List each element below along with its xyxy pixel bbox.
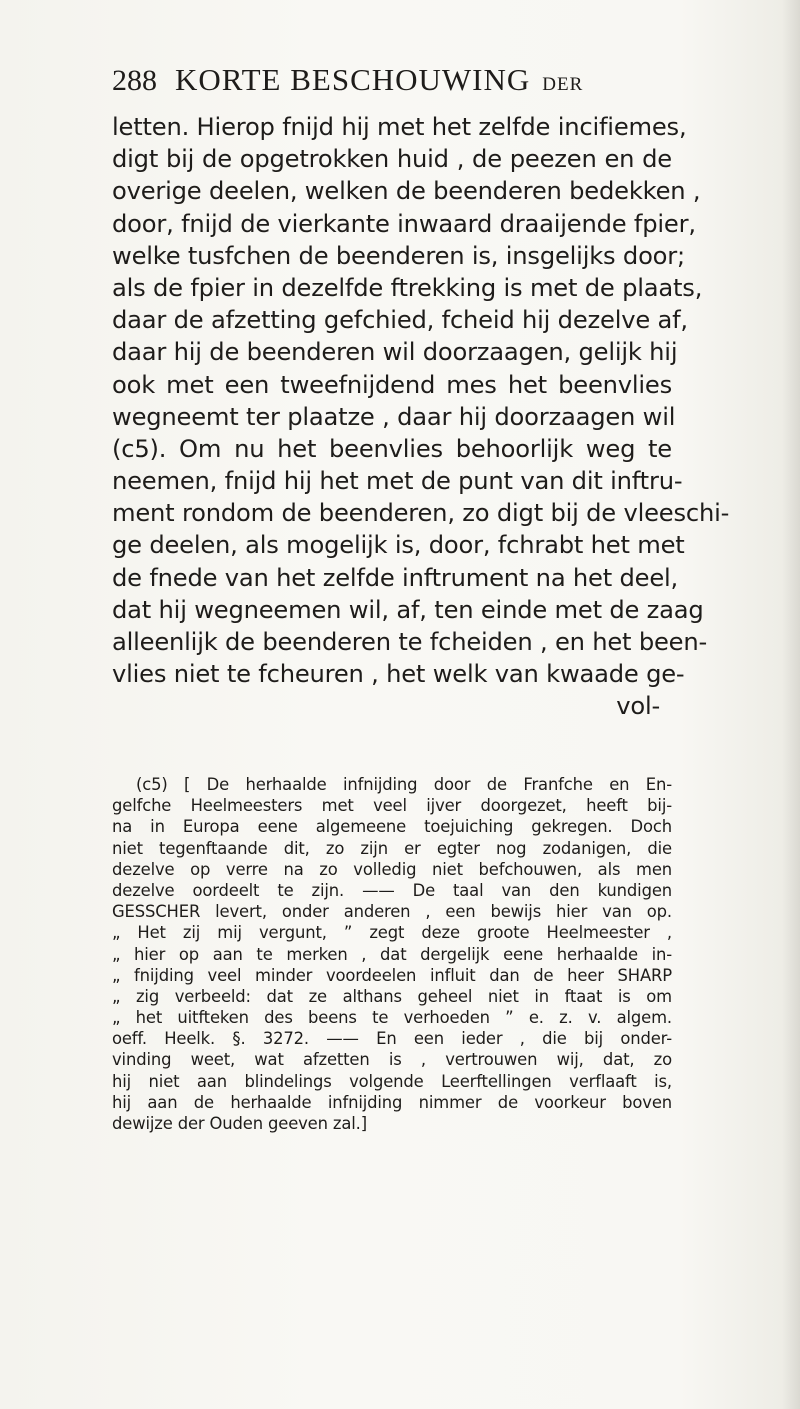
footnote: [112, 774, 672, 1134]
text-line: door, fnijd de vierkante inwaard draaijende fpier,: [112, 209, 696, 238]
footnote-line: hij niet aan blindelings volgende Leerftellingen verflaaft is,: [112, 1071, 672, 1091]
text-line: (c5). Om nu het beenvlies behoorlijk weg te: [112, 434, 672, 463]
text-line: digt bij de opgetrokken huid , de peezen en de: [112, 145, 672, 174]
footnote-line: „ hier op aan te merken , dat dergelijk eene herhaalde in-: [112, 944, 672, 964]
text-line: overige deelen, welken de beenderen bedekken ,: [112, 177, 701, 206]
text-line: welke tusfchen de beenderen is, insgelijks door;: [112, 241, 685, 270]
footnote-line: (c5) [ De herhaalde infnijding door de Franfche en En-: [136, 775, 672, 794]
text-line: als de fpier in dezelfde ftrekking is met de plaats,: [112, 273, 703, 302]
footnote-line: „ Het zij mij vergunt, ” zegt deze groote Heelmeester ,: [112, 923, 672, 943]
page-number: 288: [112, 64, 157, 97]
footnote-line: „ zig verbeeld: dat ze althans geheel niet in ftaat is om: [112, 986, 672, 1006]
footnote-line: hij aan de herhaalde infnijding nimmer de voorkeur boven: [112, 1092, 672, 1112]
text-line: daar hij de beenderen wil doorzaagen, gelijk hij: [112, 338, 678, 367]
text-line: vlies niet te fcheuren , het welk van kwaade ge-: [112, 660, 685, 689]
footnote-line: gelfche Heelmeesters met veel ijver doorgezet, heeft bij-: [112, 796, 672, 816]
text-line: neemen, fnijd hij het met de punt van dit inftru-: [112, 467, 683, 496]
page-edge-shadow: [782, 0, 800, 1409]
catchword: vol-: [616, 692, 660, 721]
text-line: ment rondom de beenderen, zo digt bij de vleeschi-: [112, 499, 730, 528]
footnote-line: niet tegenftaande dit, zo zijn er egter nog zodanigen, die: [112, 838, 672, 858]
footnote-line: „ fnijding veel minder voordeelen influit dan de heer SHARP: [112, 965, 672, 985]
page-header: [112, 62, 692, 104]
text-line: letten. Hierop fnijd hij met het zelfde incifiemes,: [112, 113, 687, 141]
text-line: alleenlijk de beenderen te fcheiden , en het been-: [112, 628, 708, 656]
footnote-line: GESSCHER levert, onder anderen , een bewijs hier van op.: [112, 902, 672, 922]
footnote-line: „ het uitfteken des beens te verhoeden ” e. z. v. algem.: [112, 1008, 672, 1028]
text-line: ook met een tweefnijdend mes het beenvlies: [112, 370, 672, 399]
text-line: wegneemt ter plaatze , daar hij doorzaagen wil: [112, 402, 676, 431]
text-line: dat hij wegneemen wil, af, ten einde met de zaag: [112, 595, 704, 624]
running-title: KORTE BESCHOUWING: [175, 62, 531, 97]
footnote-line: na in Europa eene algemeene toejuiching gekregen. Doch: [112, 817, 672, 837]
footnote-line: dezelve op verre na zo volledig niet befchouwen, als men: [112, 859, 672, 879]
footnote-line: vinding weet, wat afzetten is , vertrouwen wij, dat, zo: [112, 1050, 672, 1070]
main-text: [112, 111, 730, 723]
text-line: de fnede van het zelfde inftrument na het deel,: [112, 563, 679, 592]
footnote-line: oeff. Heelk. §. 3272. —— En een ieder , die bij onder-: [112, 1029, 672, 1049]
footnote-line: dewijze der Ouden geeven zal.]: [112, 1114, 367, 1133]
text-line: ge deelen, als mogelijk is, door, fchrabt het met: [112, 531, 685, 560]
footnote-line: dezelve oordeelt te zijn. —— De taal van den kundigen: [112, 880, 672, 900]
running-title-suffix: DER: [542, 74, 584, 95]
text-line: daar de afzetting gefchied, fcheid hij dezelve af,: [112, 306, 688, 335]
